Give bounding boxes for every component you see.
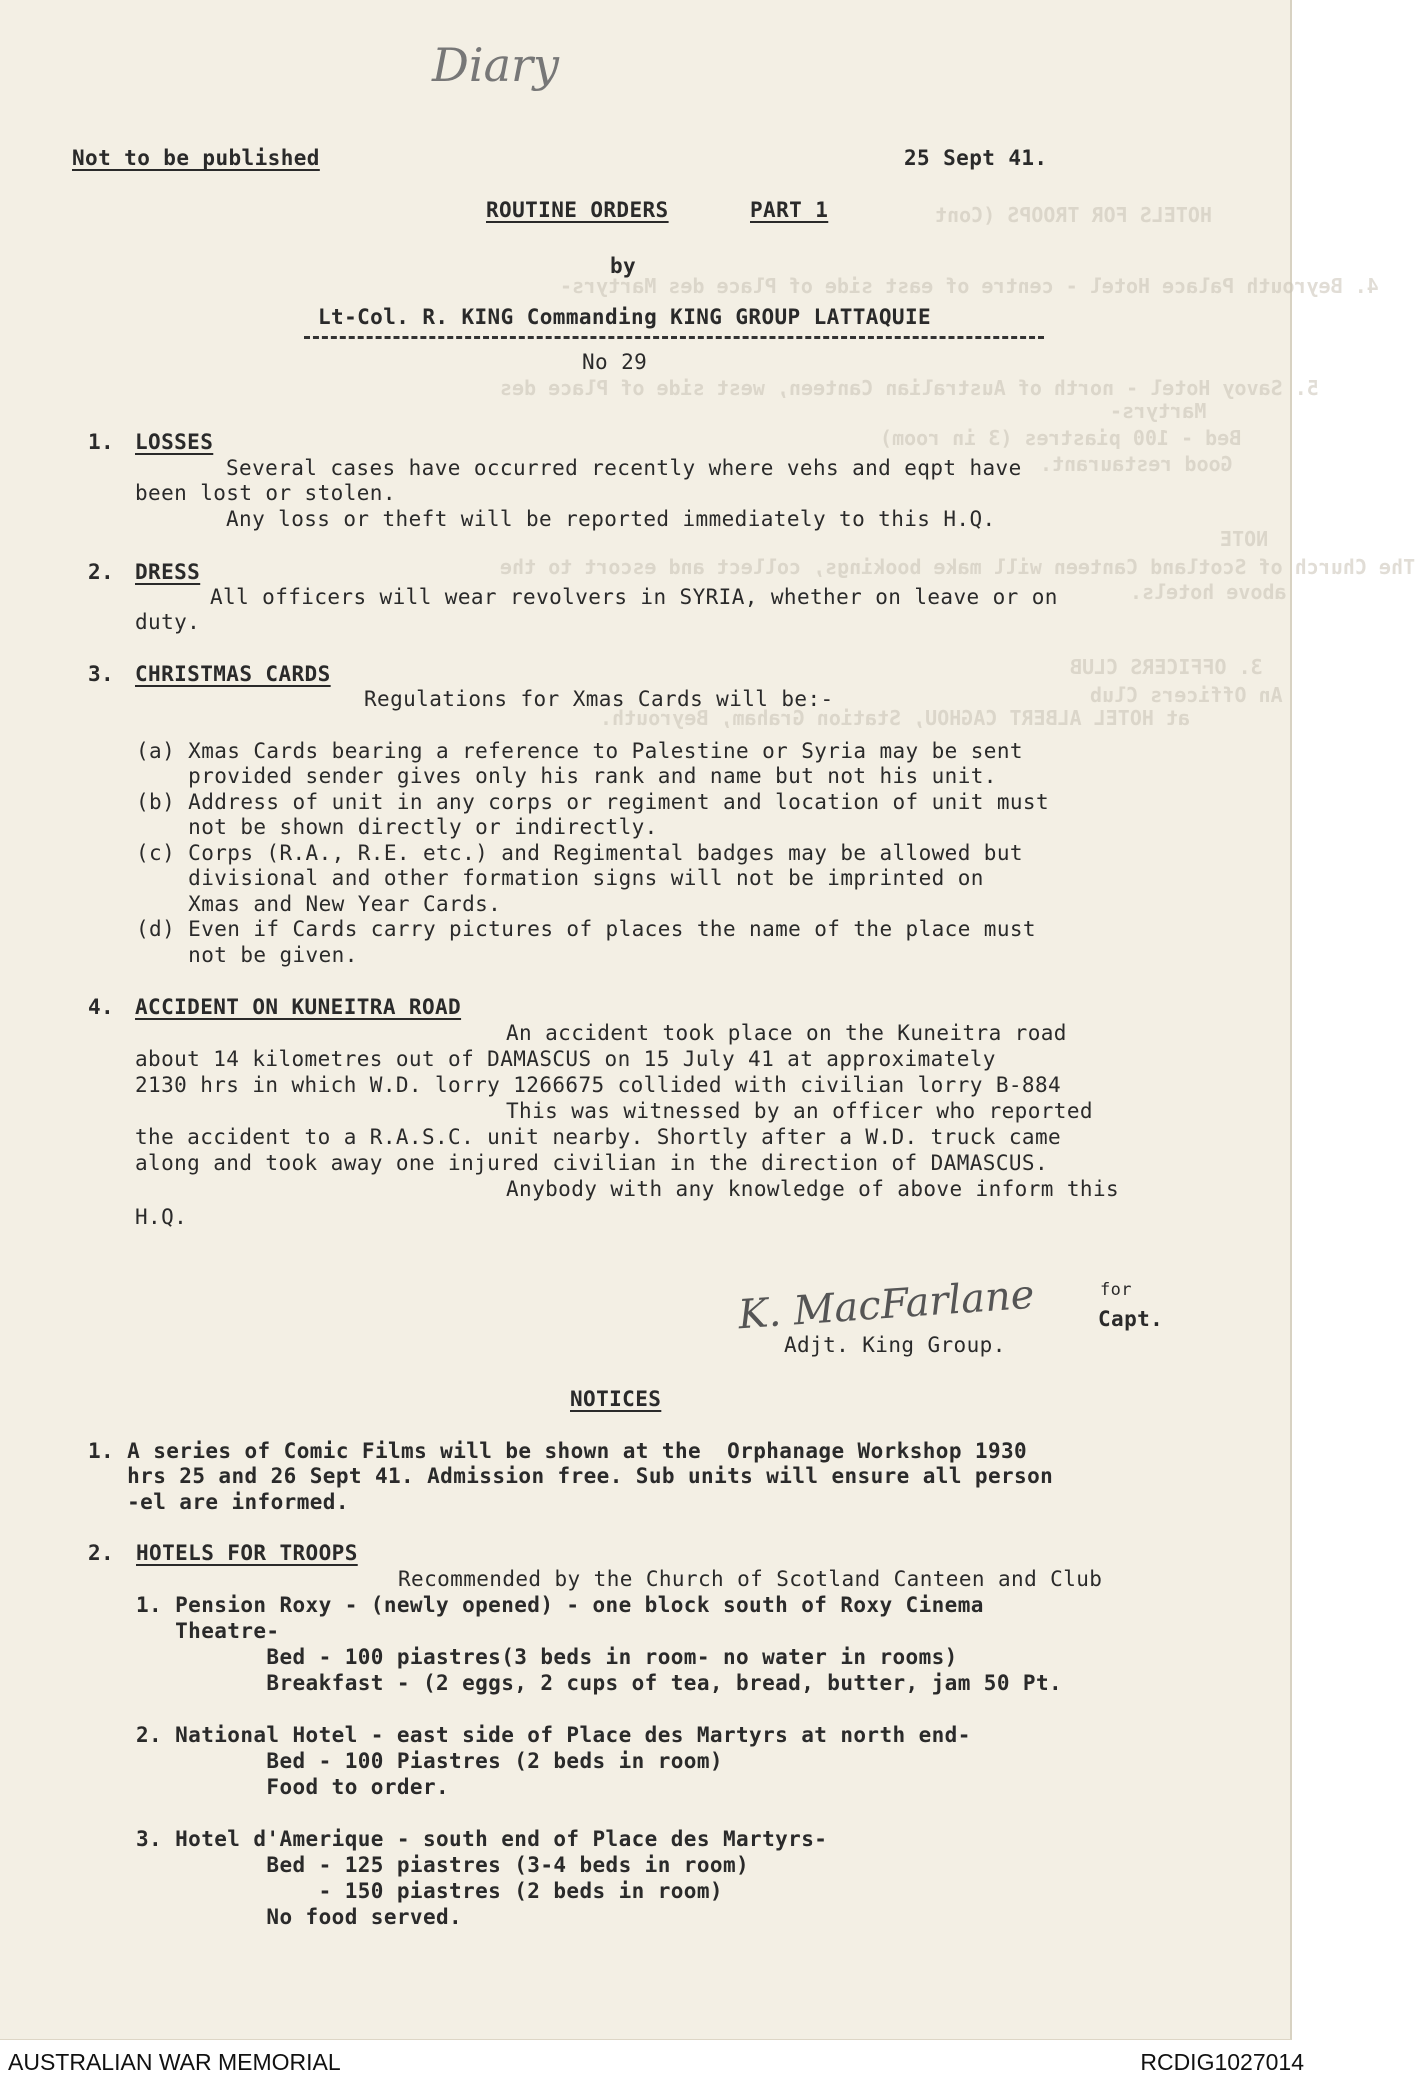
bleed-line: Good restaurant. bbox=[1040, 452, 1233, 476]
hotel-line: Theatre- bbox=[136, 1619, 280, 1643]
card-rule-line: not be given. bbox=[136, 943, 358, 967]
card-rule-line: (d) Even if Cards carry pictures of places the name of the place must bbox=[136, 917, 1036, 941]
header-divider bbox=[304, 336, 1044, 339]
order-line: the accident to a R.A.S.C. unit nearby. Shortly after a W.D. truck came bbox=[135, 1125, 1062, 1149]
order-line: duty. bbox=[135, 610, 201, 634]
bleed-line: 4. Beyrouth Palace Hotel - centre of east side of Place des Martyrs- bbox=[560, 274, 1379, 298]
notice-num: 2. bbox=[88, 1541, 115, 1565]
card-rule-line: Xmas and New Year Cards. bbox=[136, 892, 502, 916]
signature-rank: Capt. bbox=[1098, 1307, 1164, 1331]
hotel-line: - 150 piastres (2 beds in room) bbox=[136, 1879, 723, 1903]
hotel-line: Breakfast - (2 eggs, 2 cups of tea, bread, butter, jam 50 Pt. bbox=[136, 1671, 1063, 1695]
card-rule-line: divisional and other formation signs will not be imprinted on bbox=[136, 866, 984, 890]
order-line: All officers will wear revolvers in SYRIA, whether on leave or on bbox=[210, 585, 1058, 609]
order-line: been lost or stolen. bbox=[135, 481, 396, 505]
order-num: 4. bbox=[88, 995, 115, 1019]
signature-for: for bbox=[1100, 1280, 1132, 1300]
bleed-line: at HOTEL ALBERT CAGHOU, Station Graham, Beyrouth. bbox=[600, 706, 1191, 730]
order-heading: LOSSES bbox=[135, 430, 214, 454]
hotel-line: Bed - 100 piastres(3 beds in room- no water in rooms) bbox=[136, 1645, 958, 1669]
notice-heading: HOTELS FOR TROOPS bbox=[136, 1541, 358, 1565]
bleed-line: 5. Savoy Hotel - north of Australian Canteen, west side of Place des bbox=[500, 376, 1319, 400]
bleed-line: HOTELS FOR TROOPS (Cont bbox=[935, 203, 1212, 227]
order-line: H.Q. bbox=[135, 1205, 188, 1229]
document-title: ROUTINE ORDERS bbox=[486, 198, 669, 222]
bleed-line: Martyrs- bbox=[1110, 399, 1207, 423]
signature-title: Adjt. King Group. bbox=[784, 1333, 1006, 1357]
card-rule-line: (c) Corps (R.A., R.E. etc.) and Regimental badges may be allowed but bbox=[136, 841, 1023, 865]
order-line: An accident took place on the Kuneitra road bbox=[506, 1021, 1067, 1045]
hotel-line: Bed - 100 Piastres (2 beds in room) bbox=[136, 1749, 723, 1773]
order-num: 1. bbox=[88, 430, 115, 454]
bleed-line: NOTE bbox=[1220, 527, 1269, 551]
archive-name: AUSTRALIAN WAR MEMORIAL bbox=[8, 2049, 341, 2075]
order-intro: Regulations for Xmas Cards will be:- bbox=[364, 687, 834, 711]
hotel-line: No food served. bbox=[136, 1905, 463, 1929]
bleed-line: above hotels. bbox=[1130, 580, 1287, 604]
order-line: Any loss or theft will be reported immediately to this H.Q. bbox=[226, 507, 996, 531]
handwritten-annotation: Diary bbox=[432, 38, 559, 92]
order-line: 2130 hrs in which W.D. lorry 1266675 collided with civilian lorry B-884 bbox=[135, 1073, 1062, 1097]
order-num: 2. bbox=[88, 560, 115, 584]
publication-restriction: Not to be published bbox=[72, 146, 320, 170]
order-heading: DRESS bbox=[135, 560, 201, 584]
hotel-line: Food to order. bbox=[136, 1775, 450, 1799]
order-line: Several cases have occurred recently where vehs and eqpt have bbox=[226, 456, 1022, 480]
card-rule-line: not be shown directly or indirectly. bbox=[136, 815, 658, 839]
order-number: No 29 bbox=[582, 350, 648, 374]
notice-intro: Recommended by the Church of Scotland Canteen and Club bbox=[398, 1567, 1103, 1591]
order-heading: CHRISTMAS CARDS bbox=[135, 662, 331, 686]
handwritten-signature: K. MacFarlane bbox=[736, 1271, 1036, 1339]
order-heading: ACCIDENT ON KUNEITRA ROAD bbox=[135, 995, 462, 1019]
notice-line: hrs 25 and 26 Sept 41. Admission free. Sub units will ensure all person bbox=[88, 1464, 1054, 1488]
by-line: by bbox=[610, 254, 637, 278]
archive-footer bbox=[0, 2040, 1314, 2082]
order-line: about 14 kilometres out of DAMASCUS on 15 July 41 at approximately bbox=[135, 1047, 996, 1071]
card-rule-line: provided sender gives only his rank and name but not his unit. bbox=[136, 764, 997, 788]
hotel-line: 3. Hotel d'Amerique - south end of Place des Martyrs- bbox=[136, 1827, 828, 1851]
bleed-line: Bed - 100 piastres (3 in room) bbox=[880, 426, 1242, 450]
bleed-line: 3. OFFICERS CLUB bbox=[1070, 655, 1263, 679]
commander-line: Lt-Col. R. KING Commanding KING GROUP LATTAQUIE bbox=[318, 305, 932, 329]
order-line: Anybody with any knowledge of above inform this bbox=[506, 1177, 1120, 1201]
document-date: 25 Sept 41. bbox=[904, 146, 1048, 170]
order-line: This was witnessed by an officer who reported bbox=[506, 1099, 1093, 1123]
document-part: PART 1 bbox=[750, 198, 829, 222]
card-rule-line: (b) Address of unit in any corps or regiment and location of unit must bbox=[136, 790, 1050, 814]
bleed-line: An Officers Club bbox=[1090, 683, 1283, 707]
hotel-line: Bed - 125 piastres (3-4 beds in room) bbox=[136, 1853, 750, 1877]
bleed-line: The Church of Scotland Canteen will make bookings, collect and escort to the bbox=[500, 555, 1415, 579]
notice-line: 1. A series of Comic Films will be shown at the Orphanage Workshop 1930 bbox=[88, 1439, 1028, 1463]
card-rule-line: (a) Xmas Cards bearing a reference to Palestine or Syria may be sent bbox=[136, 739, 1023, 763]
hotel-line: 1. Pension Roxy - (newly opened) - one block south of Roxy Cinema bbox=[136, 1593, 984, 1617]
order-line: along and took away one injured civilian in the direction of DAMASCUS. bbox=[135, 1151, 1049, 1175]
order-num: 3. bbox=[88, 662, 115, 686]
notices-heading: NOTICES bbox=[570, 1387, 662, 1411]
notice-line: -el are informed. bbox=[88, 1490, 349, 1514]
archive-id: RCDIG1027014 bbox=[1140, 2049, 1304, 2075]
hotel-line: 2. National Hotel - east side of Place des Martyrs at north end- bbox=[136, 1723, 971, 1747]
